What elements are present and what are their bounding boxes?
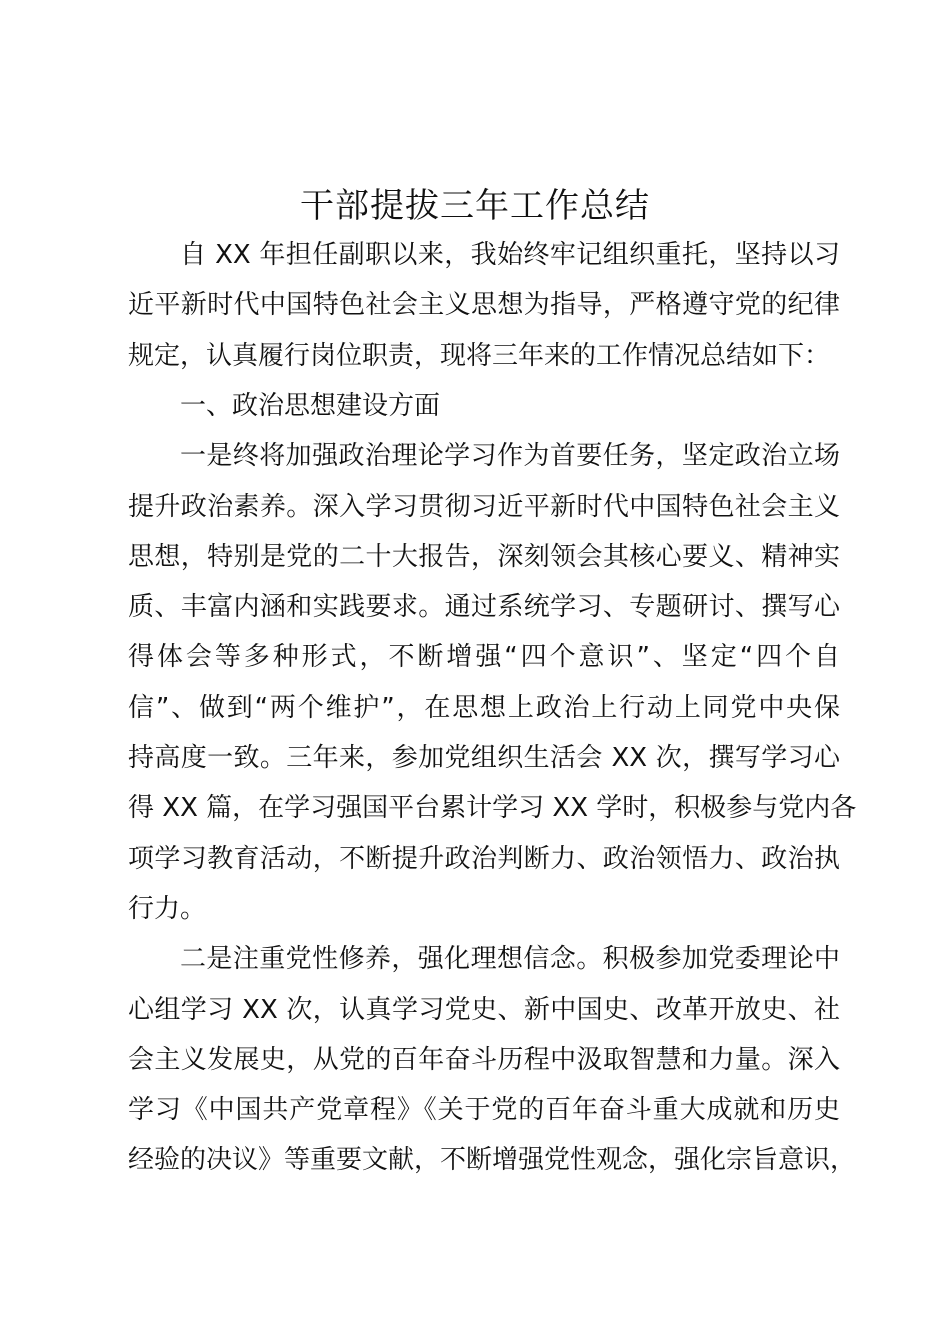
body-line: 行力。 <box>128 893 207 924</box>
body-line: 自 XX 年担任副职以来，我始终牢记组织重托，坚持以习 <box>180 240 840 270</box>
body-line: 二是注重党性修养，强化理想信念。积极参加党委理论中 <box>180 944 840 975</box>
body-line: 学习《中国共产党章程》《关于党的百年奋斗重大成就和历史 <box>128 1095 840 1126</box>
body-line: 规定，认真履行岗位职责，现将三年来的工作情况总结如下： <box>128 340 831 371</box>
document-title: 干部提拔三年工作总结 <box>300 186 650 226</box>
body-line: 项学习教育活动，不断提升政治判断力、政治领悟力、政治执 <box>128 843 840 874</box>
body-line: 信”、做到“两个维护”，在思想上政治上行动上同党中央保 <box>128 692 840 723</box>
body-line: 会主义发展史，从党的百年奋斗历程中汲取智慧和力量。深入 <box>128 1044 840 1075</box>
body-line: 持高度一致。三年来，参加党组织生活会 XX 次，撰写学习心 <box>128 743 840 773</box>
body-line: 提升政治素养。深入学习贯彻习近平新时代中国特色社会主义 <box>128 491 840 522</box>
body-line: 心组学习 XX 次，认真学习党史、新中国史、改革开放史、社 <box>128 994 840 1025</box>
body-line: 一是终将加强政治理论学习作为首要任务，坚定政治立场 <box>180 441 840 472</box>
body-line: 得 XX 篇，在学习强国平台累计学习 XX 学时，积极参与党内各 <box>128 793 857 824</box>
body-line: 得体会等多种形式，不断增强“四个意识”、坚定“四个自 <box>128 642 840 673</box>
body-line: 经验的决议》等重要文献，不断增强党性观念，强化宗旨意识， <box>128 1145 857 1176</box>
body-line: 思想，特别是党的二十大报告，深刻领会其核心要义、精神实 <box>128 541 840 572</box>
body-line: 质、丰富内涵和实践要求。通过系统学习、专题研讨、撰写心 <box>128 592 840 623</box>
body-line: 一、政治思想建设方面 <box>180 390 441 421</box>
body-line: 近平新时代中国特色社会主义思想为指导，严格遵守党的纪律 <box>128 290 840 321</box>
